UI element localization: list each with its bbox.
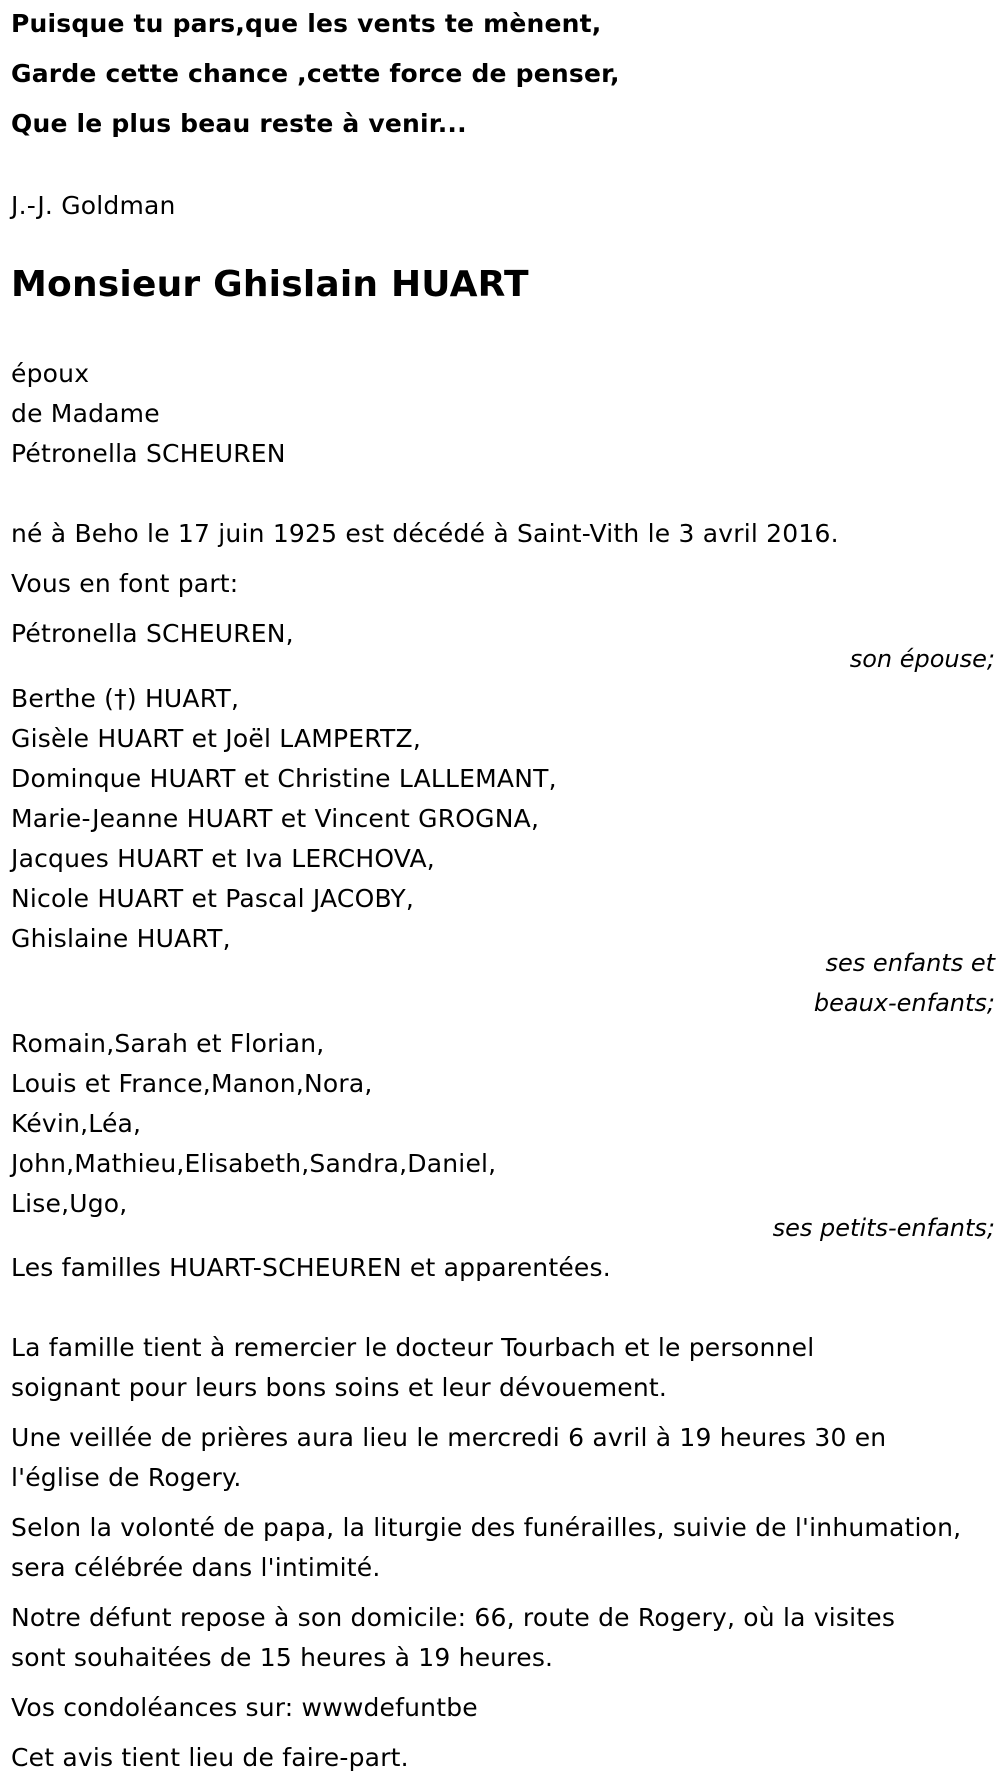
child-line: Marie-Jeanne HUART et Vincent GROGNA,	[11, 804, 540, 833]
vigil-line-2: l'église de Rogery.	[11, 1463, 242, 1492]
families-line: Les familles HUART-SCHEUREN et apparentées.	[11, 1253, 611, 1282]
funeral-line-2: sera célébrée dans l'intimité.	[11, 1553, 381, 1582]
spouse-line-1: époux	[11, 359, 90, 388]
rest-line-2: sont souhaitées de 15 heures à 19 heures.	[11, 1643, 554, 1672]
funeral-line-1: Selon la volonté de papa, la liturgie des funérailles, suivie de l'inhumation,	[11, 1513, 962, 1542]
spouse-announcer: Pétronella SCHEUREN,	[11, 619, 294, 648]
poem-line-1: Puisque tu pars,que les vents te mènent,	[11, 9, 602, 38]
spouse-line-2: de Madame	[11, 399, 160, 428]
condolences-line: Vos condoléances sur: wwwdefuntbe	[11, 1693, 478, 1722]
poem-author: J.-J. Goldman	[11, 191, 176, 220]
rest-line-1: Notre défunt repose à son domicile: 66, route de Rogery, où la visites	[11, 1603, 896, 1632]
poem-line-2: Garde cette chance ,cette force de penser,	[11, 59, 620, 88]
child-line: Gisèle HUART et Joël LAMPERTZ,	[11, 724, 421, 753]
poem-line-3: Que le plus beau reste à venir...	[11, 109, 467, 138]
vigil-line-1: Une veillée de prières aura lieu le mercredi 6 avril à 19 heures 30 en	[11, 1423, 887, 1452]
grandchild-line: Kévin,Léa,	[11, 1109, 142, 1138]
spouse-line-3: Pétronella SCHEUREN	[11, 439, 286, 468]
children-role-line-2: beaux-enfants;	[813, 989, 995, 1017]
grandchild-line: Lise,Ugo,	[11, 1189, 128, 1218]
spouse-role: son épouse;	[849, 645, 995, 673]
grandchild-line: John,Mathieu,Elisabeth,Sandra,Daniel,	[11, 1149, 497, 1178]
grandchild-line: Louis et France,Manon,Nora,	[11, 1069, 373, 1098]
closing-line: Cet avis tient lieu de faire-part.	[11, 1743, 409, 1772]
thanks-line-2: soignant pour leurs bons soins et leur dévouement.	[11, 1373, 668, 1402]
child-line: Nicole HUART et Pascal JACOBY,	[11, 884, 415, 913]
grandchildren-role: ses petits-enfants;	[772, 1214, 995, 1242]
birth-death-line: né à Beho le 17 juin 1925 est décédé à Saint-Vith le 3 avril 2016.	[11, 519, 839, 548]
child-line: Dominque HUART et Christine LALLEMANT,	[11, 764, 557, 793]
thanks-line-1: La famille tient à remercier le docteur Tourbach et le personnel	[11, 1333, 815, 1362]
child-line: Ghislaine HUART,	[11, 924, 231, 953]
child-line: Jacques HUART et Iva LERCHOVA,	[11, 844, 435, 873]
child-line: Berthe (†) HUART,	[11, 684, 240, 713]
children-role-line-1: ses enfants et	[825, 949, 995, 977]
deceased-name: Monsieur Ghislain HUART	[11, 264, 529, 305]
grandchild-line: Romain,Sarah et Florian,	[11, 1029, 325, 1058]
announcers-intro: Vous en font part:	[11, 569, 239, 598]
